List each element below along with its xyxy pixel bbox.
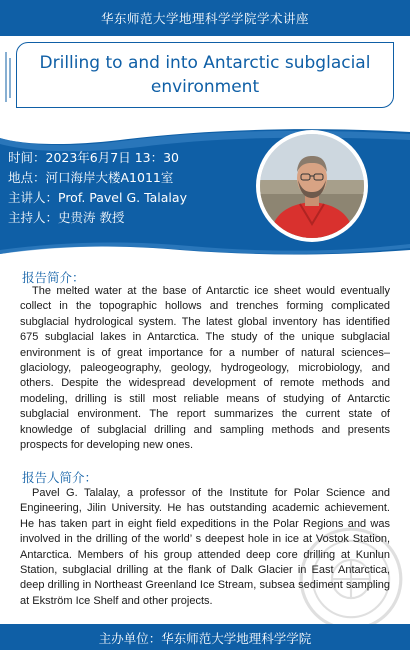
decorative-lines-icon <box>4 52 14 102</box>
abstract-heading: 报告简介： <box>22 270 85 285</box>
speaker-line: 主讲人：Prof. Pavel G. Talalay <box>8 190 187 205</box>
talk-title: Drilling to and into Antarctic subglacial environment <box>39 53 371 97</box>
footer-band <box>0 624 410 650</box>
talk-title-box <box>16 42 394 108</box>
university-seal-watermark <box>298 526 404 632</box>
talk-details <box>8 148 187 228</box>
lecture-series-title: 华东师范大学地理科学学院学术讲座 <box>100 11 309 26</box>
time-line: 时间：2023年6月7日 13：30 <box>8 150 180 165</box>
abstract-text: The melted water at the base of Antarctic ice sheet would eventually collect in the topographic hollows and trenches forming complicated subglacial hydrological system. The latest global inventory has identified 675 subglacial lakes in Antarctica. The study of the unique subglacial environment is of great importance for a number of natural sciences–glaciology, paleogeography, geology, hydrogeology, microbiology, and others. Despite the widespread development of remote methods and modeling, drilling is still most reliable means of studying of Antarctic subglacial environment. The report summarizes the current state of knowledge of subglacial drilling and sampling methods and presents prospects for developing new ones. <box>20 285 390 452</box>
sponsor-line: 主办单位：华东师范大学地理科学学院 <box>98 631 312 646</box>
place-line: 地点：河口海岸大楼A1011室 <box>8 170 174 185</box>
header-band <box>0 0 410 36</box>
host-line: 主持人：史贵涛 教授 <box>8 210 125 225</box>
speaker-photo-frame <box>256 130 368 242</box>
speaker-photo <box>260 134 364 238</box>
bio-text: Pavel G. Talalay, a professor of the Institute for Polar Science and Engineering, Jilin University. He has outstanding academic achievement. He has taken part in eight field expeditions in the Polar Regions and was involved in the drilling of the world’ s deepest hole in ice at Vostok Station, Antarctica. Members of his group attended deep core drilling at Kunlun Station, subglacial drilling at the flank of Dalk Glacier in East Antarctica, deep drilling in Northeast Greenland Ice Stream, subsea sediment sampling at Ekström Ice Shelf and other projects. <box>20 487 390 607</box>
bio-heading: 报告人简介： <box>22 470 98 485</box>
